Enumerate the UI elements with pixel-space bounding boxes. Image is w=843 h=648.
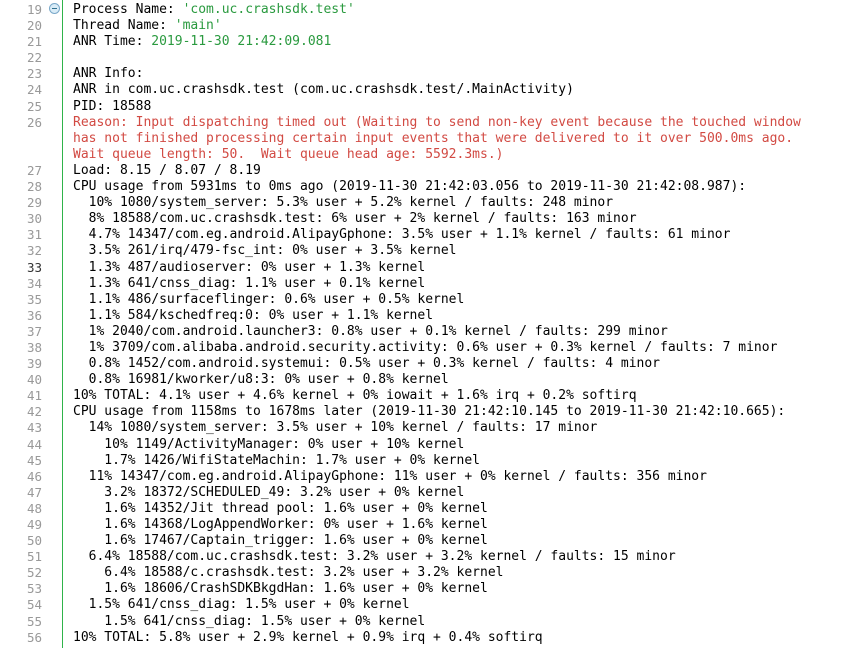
log-text-span: PID: 18588: [73, 98, 152, 114]
log-text-span: ANR in com.uc.crashsdk.test (com.uc.crashsdk.test/.MainActivity): [73, 82, 574, 98]
log-text-span: 10% 1080/system_server: 5.3% user + 5.2% kernel / faults: 248 minor: [73, 195, 614, 211]
line-number: 35: [26, 291, 42, 307]
log-text-span: 4.7% 14347/com.eg.android.AlipayGphone: 3.5% user + 1.1% kernel / faults: 61 minor: [73, 227, 731, 243]
line-number: 41: [26, 388, 42, 404]
log-text-span: 8% 18588/com.uc.crashsdk.test: 6% user + 2% kernel / faults: 163 minor: [73, 211, 637, 227]
log-text-span: 3.2% 18372/SCHEDULED_49: 3.2% user + 0% kernel: [73, 484, 465, 500]
log-text-span: 14% 1080/system_server: 3.5% user + 10% kernel / faults: 17 minor: [73, 420, 598, 436]
log-line: [73, 372, 843, 388]
line-number: 54: [26, 597, 42, 613]
log-line: [73, 227, 843, 243]
line-number: [0, 131, 48, 147]
log-text-span: Wait queue length: 50. Wait queue head age: 5592.3ms.): [73, 146, 504, 162]
log-text-span: 'main': [174, 18, 222, 34]
log-line: [73, 308, 843, 324]
log-line: [73, 147, 843, 163]
log-text-span: 1.6% 18606/CrashSDKBkgdHan: 1.6% user + 0% kernel: [73, 581, 488, 597]
log-text-span: 1.6% 17467/Captain_trigger: 1.6% user + 0% kernel: [73, 533, 488, 549]
log-line: [73, 469, 843, 485]
log-line: [73, 581, 843, 597]
line-number: 22: [26, 50, 42, 66]
line-number: 43: [26, 420, 42, 436]
line-number: 21: [26, 34, 42, 50]
log-text-span: 1.1% 584/kschedfreq:0: 0% user + 1.1% kernel: [73, 307, 434, 323]
log-text-span: 0.8% 1452/com.android.systemui: 0.5% user + 0.3% kernel / faults: 4 minor: [73, 356, 660, 372]
log-text-area[interactable]: [67, 0, 843, 648]
log-text-span: 1.5% 641/cnss_diag: 1.5% user + 0% kernel: [73, 613, 426, 629]
log-line: [73, 453, 843, 469]
line-number: 50: [26, 533, 42, 549]
log-text-span: 3.5% 261/irq/479-fsc_int: 0% user + 3.5% kernel: [73, 243, 457, 259]
code-folding-column[interactable]: [48, 0, 62, 648]
log-text-span: CPU usage from 5931ms to 0ms ago (2019-11-30 21:42:03.056 to 2019-11-30 21:42:08.987):: [73, 179, 747, 195]
log-line: [73, 260, 843, 276]
line-number: 49: [26, 517, 42, 532]
line-number: 32: [26, 243, 42, 259]
line-number: 44: [26, 436, 42, 452]
log-line: [73, 292, 843, 308]
fold-collapse-icon[interactable]: [49, 3, 60, 14]
log-text-span: 1.6% 14368/LogAppendWorker: 0% user + 1.6% kernel: [73, 517, 488, 532]
line-number: 28: [26, 179, 42, 195]
log-text-span: 10% TOTAL: 5.8% user + 2.9% kernel + 0.9% irq + 0.4% softirq: [73, 629, 543, 645]
log-line: [73, 2, 843, 18]
log-text-span: 1% 3709/com.alibaba.android.security.activity: 0.6% user + 0.3% kernel / faults: 7 minor: [73, 339, 778, 355]
log-line: [73, 34, 843, 50]
log-line: [73, 340, 843, 356]
log-text-span: has not finished processing certain input events that were delivered to it over 500.0ms ago.: [73, 130, 794, 146]
log-line: [73, 50, 843, 66]
log-line: [73, 437, 843, 453]
line-number: [0, 147, 48, 163]
line-number: 55: [26, 613, 42, 629]
log-line: [73, 82, 843, 98]
log-text-span: Reason: Input dispatching timed out (Waiting to send non-key event because the touched window: [73, 114, 801, 130]
log-text-span: 6.4% 18588/com.uc.crashsdk.test: 3.2% user + 3.2% kernel / faults: 15 minor: [73, 549, 676, 565]
log-text-span: Thread Name:: [73, 18, 175, 34]
log-text-span: Load: 8.15 / 8.07 / 8.19: [73, 162, 261, 178]
line-number: 52: [26, 565, 42, 581]
log-line: [73, 388, 843, 404]
log-line: [73, 131, 843, 147]
log-line: [73, 533, 843, 549]
log-line: [73, 485, 843, 501]
line-number: 40: [26, 372, 42, 388]
line-number: 46: [26, 468, 42, 484]
log-text-span: Process Name:: [73, 2, 183, 17]
log-text-span: 1.1% 486/surfaceflinger: 0.6% user + 0.5% kernel: [73, 291, 465, 307]
log-line: [73, 614, 843, 630]
line-number-gutter: [0, 0, 48, 648]
log-line: [73, 324, 843, 340]
line-number: 51: [26, 549, 42, 565]
log-line: [73, 597, 843, 613]
log-text-span: 1.7% 1426/WifiStateMachin: 1.7% user + 0% kernel: [73, 452, 480, 468]
log-text-span: ANR Time:: [73, 34, 152, 50]
log-line: [73, 179, 843, 195]
line-number: 56: [26, 629, 42, 645]
line-number: 42: [26, 404, 42, 420]
log-line: [73, 501, 843, 517]
line-number: 39: [26, 356, 42, 372]
line-number: 26: [26, 114, 42, 130]
log-text-span: 6.4% 18588/c.crashsdk.test: 3.2% user + 3.2% kernel: [73, 565, 504, 581]
log-text-span: CPU usage from 1158ms to 1678ms later (2019-11-30 21:42:10.145 to 2019-11-30 21:42:10.665):: [73, 404, 786, 420]
line-number: 23: [26, 66, 42, 82]
log-text-span: ANR Info:: [73, 66, 144, 82]
line-number: 53: [26, 581, 42, 597]
log-text-span: 2019-11-30 21:42:09.081: [151, 34, 332, 50]
log-line: [73, 195, 843, 211]
line-number: 29: [26, 195, 42, 211]
line-number: 30: [26, 211, 42, 227]
vcs-change-rail: [62, 0, 63, 648]
log-line: [73, 420, 843, 436]
line-number: 25: [26, 98, 42, 114]
log-line: [73, 356, 843, 372]
log-text-span: 10% TOTAL: 4.1% user + 4.6% kernel + 0% iowait + 1.6% irq + 0.2% softirq: [73, 388, 637, 404]
line-number: 34: [26, 275, 42, 291]
line-number: 33: [26, 259, 42, 275]
line-number: 27: [26, 162, 42, 178]
log-text-span: 1.3% 641/cnss_diag: 1.1% user + 0.1% kernel: [73, 275, 426, 291]
log-line: [73, 630, 843, 646]
line-number: 48: [26, 500, 42, 516]
line-number: 36: [26, 307, 42, 323]
log-line: [73, 99, 843, 115]
line-number: 37: [26, 323, 42, 339]
line-number: 31: [26, 227, 42, 243]
log-line: [73, 404, 843, 420]
log-line: [73, 276, 843, 292]
log-text-span: 1.3% 487/audioserver: 0% user + 1.3% kernel: [73, 259, 426, 275]
line-number: 20: [26, 18, 42, 34]
log-line: [73, 565, 843, 581]
log-text-span: 1% 2040/com.android.launcher3: 0.8% user + 0.1% kernel / faults: 299 minor: [73, 323, 668, 339]
log-text-span: 'com.uc.crashsdk.test': [182, 2, 355, 17]
log-line: [73, 211, 843, 227]
log-line: [73, 549, 843, 565]
line-number: 38: [26, 339, 42, 355]
log-line: [73, 18, 843, 34]
line-number: 47: [26, 484, 42, 500]
log-text-span: 10% 1149/ActivityManager: 0% user + 10% kernel: [73, 436, 465, 452]
log-line: [73, 115, 843, 131]
log-line: [73, 163, 843, 179]
line-number: 24: [26, 82, 42, 98]
log-line: [73, 66, 843, 82]
log-text-span: 1.5% 641/cnss_diag: 1.5% user + 0% kernel: [73, 597, 410, 613]
log-text-span: 1.6% 14352/Jit thread pool: 1.6% user + 0% kernel: [73, 500, 488, 516]
line-number: 19: [26, 2, 42, 17]
log-text-span: 11% 14347/com.eg.android.AlipayGphone: 11% user + 0% kernel / faults: 356 minor: [73, 468, 707, 484]
log-line: [73, 517, 843, 533]
log-text-span: 0.8% 16981/kworker/u8:3: 0% user + 0.8% kernel: [73, 372, 449, 388]
log-line: [73, 243, 843, 259]
line-number: 45: [26, 452, 42, 468]
